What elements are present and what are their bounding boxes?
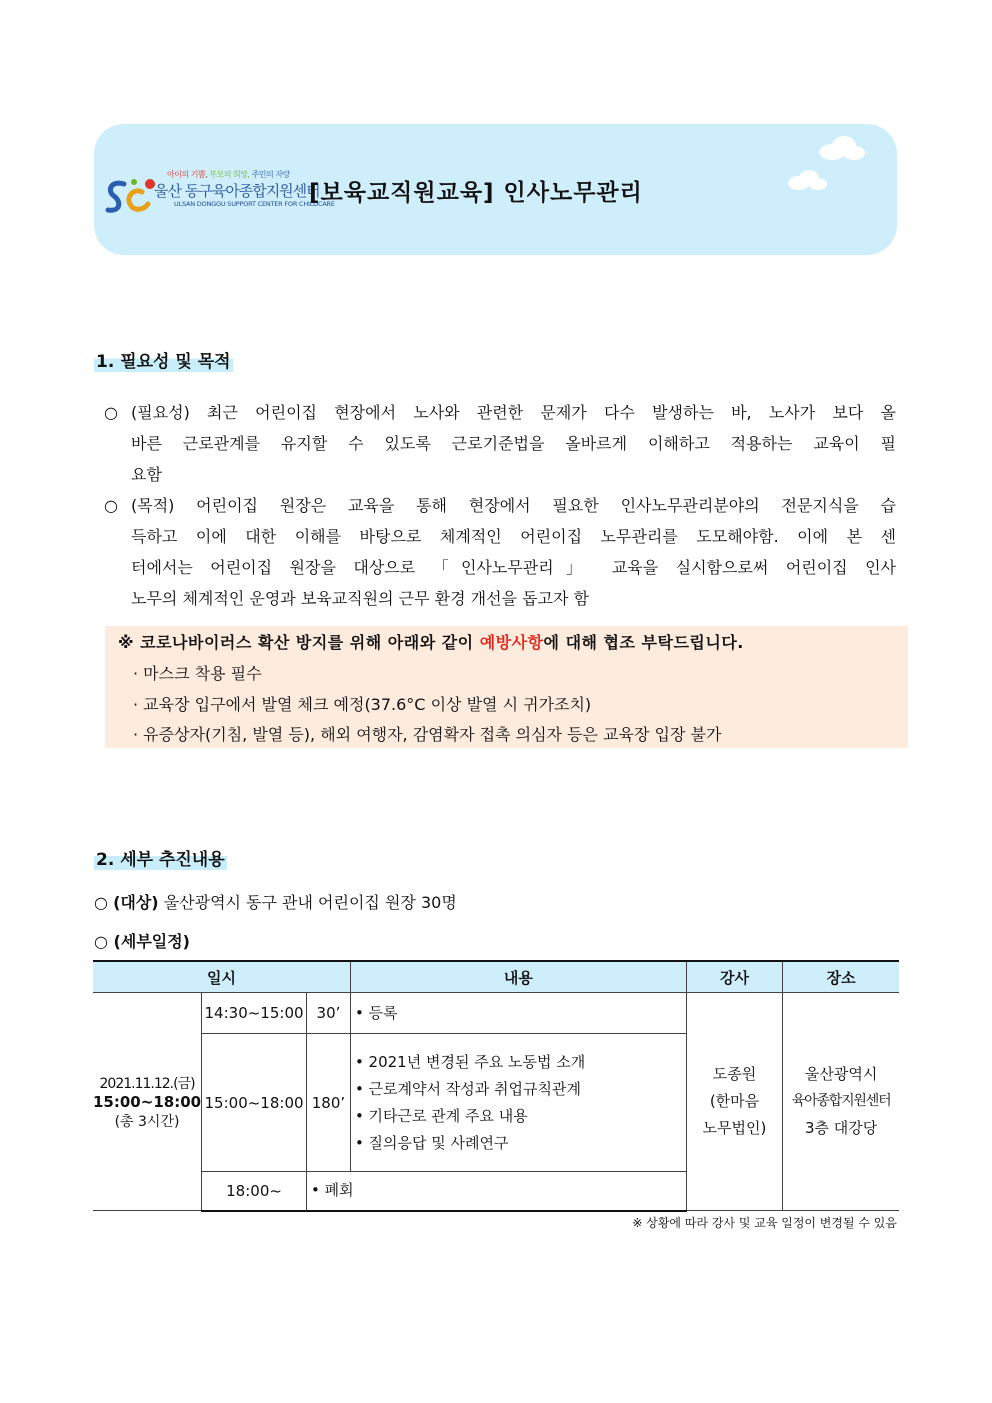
content-cell: • 2021년 변경된 주요 노동법 소개 • 근로계약서 작성과 취업규칙관계 • 기타근로 관계 주요 내용 • 질의응답 및 사례연구: [350, 1034, 686, 1172]
minutes-cell: 30’: [307, 993, 351, 1034]
table-row: [93, 993, 899, 1034]
notice-item: · 마스크 착용 필수: [133, 664, 262, 683]
place-cell: 울산광역시 육아종합지원센터 3층 대강당: [783, 993, 899, 1211]
logo-english-name: ULSAN DONGGU SUPPORT CENTER FOR CHILDCARE: [174, 200, 335, 208]
schedule-footnote: ※ 상황에 따라 강사 및 교육 일정이 변경될 수 있음: [632, 1216, 897, 1230]
section-heading-purpose: 1. 필요성 및 목적: [94, 347, 233, 372]
notice-item: · 유증상자(기침, 발열 등), 해외 여행자, 감염확자 접촉 의심자 등은 교육장 입장 불가: [133, 725, 722, 744]
instructor-cell: 도종원 (한마음 노무법인): [686, 993, 782, 1211]
logo-name: 울산 동구육아종합지원센터: [154, 182, 320, 200]
cloud-icon: [816, 134, 866, 162]
notice-heading: ※ 코로나바이러스 확산 방지를 위해 아래와 같이 예방사항에 대해 협조 부탁드립니다.: [118, 633, 744, 652]
target-line: ○ (대상) 울산광역시 동구 관내 어린이집 원장 30명: [94, 893, 457, 912]
covid-notice-box: [105, 626, 908, 748]
header-place: 장소: [783, 961, 899, 993]
center-logo: [104, 166, 335, 222]
circle-bullet-icon: ○: [104, 496, 118, 515]
time-cell: 18:00~: [202, 1172, 307, 1211]
logo-tagline: 아이의 기쁨, 부모의 희망, 주민의 자랑: [167, 170, 290, 179]
time-cell: 14:30~15:00: [202, 993, 307, 1034]
header-instructor: 강사: [686, 961, 782, 993]
section-heading-details: 2. 세부 추진내용: [94, 845, 227, 870]
date-cell: 2021.11.12.(금) 15:00~18:00 (총 3시간): [93, 993, 202, 1211]
circle-bullet-icon: ○: [104, 403, 118, 422]
header-content: 내용: [350, 961, 686, 993]
content-cell: • 등록: [350, 993, 686, 1034]
document-title: [보육교직원교육] 인사노무관리: [309, 180, 643, 206]
purpose-paragraph: ○ (목적) 어린이집 원장은 교육을 통해 현장에서 필요한 인사노무관리분야의 전문지식을 습 득하고 이에 대한 이해를 바탕으로 체계적인 어린이집 노무관리를 도모해야함. 이에 본 센 터에서는 어린이집 원장을 대상으로 「인사노무관리」 교육을 실시함으로써 어린이집 인사 노무의 체계적인 운영과 보육교직원의 근무 환경 개선을 돕고자 함: [104, 490, 896, 614]
need-paragraph: ○ (필요성) 최근 어린이집 현장에서 노사와 관련한 문제가 다수 발생하는 바, 노사가 보다 올 바른 근로관계를 유지할 수 있도록 근로기준법을 올바르게 이해하고 적용하는 교육이 필 요함: [104, 397, 896, 490]
header-datetime: 일시: [93, 961, 350, 993]
minutes-cell: 180’: [307, 1034, 351, 1172]
cloud-icon: [786, 168, 828, 192]
content-cell: • 폐회: [307, 1172, 687, 1211]
time-cell: 15:00~18:00: [202, 1034, 307, 1172]
schedule-label: ○ (세부일정): [94, 932, 190, 951]
title-banner: [94, 124, 897, 255]
center-logo-icon: [104, 174, 158, 220]
notice-item: · 교육장 입구에서 발열 체크 예정(37.6°C 이상 발열 시 귀가조치): [133, 695, 592, 714]
schedule-table: [93, 960, 899, 1212]
